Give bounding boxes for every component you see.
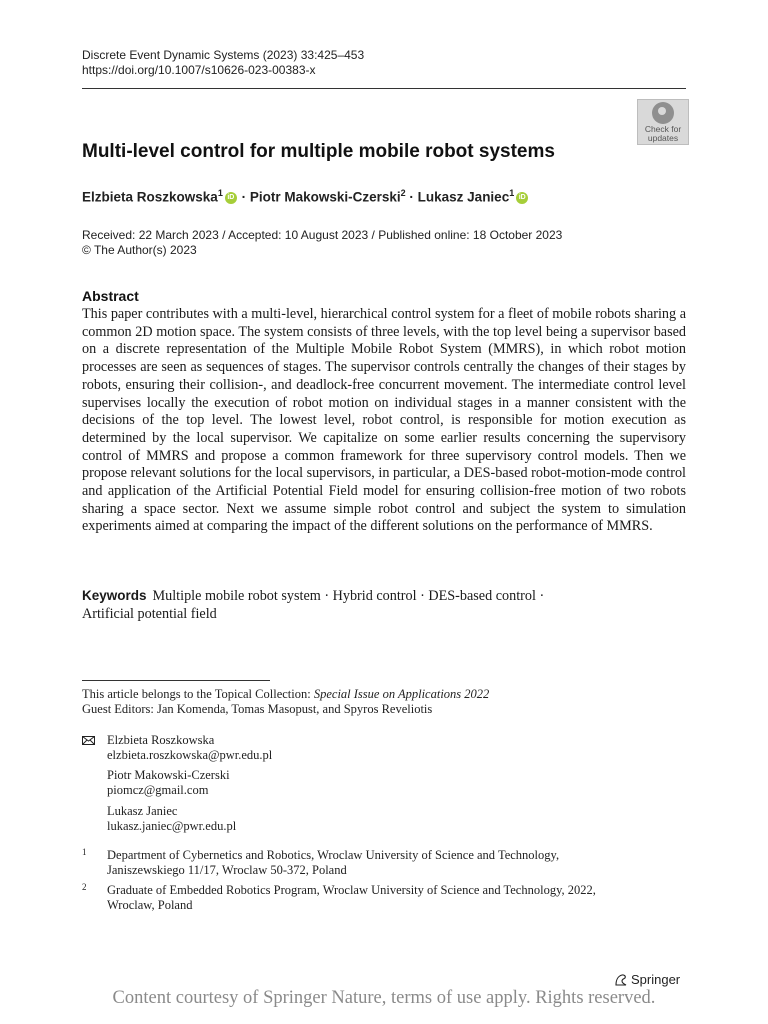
topical-collection-note: [82, 687, 489, 717]
corresponding-contacts: [82, 733, 682, 833]
footnote-divider: [82, 680, 270, 681]
keywords-line2: Artificial potential field: [82, 606, 217, 622]
guest-editors: Guest Editors: Jan Komenda, Tomas Masopust, and Spyros Reveliotis: [82, 702, 433, 716]
affiliation-1: [82, 848, 682, 880]
affiliation-number: 2: [82, 882, 87, 892]
orcid-icon[interactable]: iD: [516, 192, 528, 204]
received-accepted-published: Received: 22 March 2023 / Accepted: 10 August 2023 / Published online: 18 October 2023: [82, 228, 563, 242]
check-updates-icon: [652, 102, 674, 124]
affiliation-line1: Graduate of Embedded Robotics Program, Wroclaw University of Science and Technology, 2022,: [107, 883, 596, 897]
topical-prefix: This article belongs to the Topical Collection:: [82, 687, 314, 701]
author-affiliation-mark: 1: [509, 188, 515, 198]
contact-name: Lukasz Janiec: [107, 804, 178, 818]
contact-email[interactable]: elzbieta.roszkowska@pwr.edu.pl: [107, 748, 273, 762]
topical-collection-name: Special Issue on Applications 2022: [313, 687, 490, 701]
orcid-icon[interactable]: iD: [225, 192, 237, 204]
journal-citation: Discrete Event Dynamic Systems (2023) 33:425–453: [82, 48, 365, 62]
copyright-line: © The Author(s) 2023: [82, 243, 197, 257]
contact-name: Piotr Makowski-Czerski: [107, 768, 230, 782]
doi-link[interactable]: https://doi.org/10.1007/s10626-023-00383-x: [82, 63, 316, 77]
contact-entry: [107, 733, 272, 763]
publisher-name: Springer: [631, 972, 681, 987]
contact-entry: [107, 768, 230, 798]
keywords: [82, 587, 686, 623]
envelope-icon: [82, 736, 95, 745]
courtesy-notice: Content courtesy of Springer Nature, terms of use apply. Rights reserved.: [112, 988, 656, 1008]
check-updates-line1: Check for: [644, 124, 682, 134]
author-name: Lukasz Janiec: [417, 189, 510, 205]
author-name: Piotr Makowski-Czerski: [249, 189, 401, 205]
author-affiliation-mark: 1: [217, 188, 223, 198]
affiliation-2: [82, 883, 682, 915]
check-updates-line2: updates: [647, 133, 679, 143]
affiliation-line1: Department of Cybernetics and Robotics, Wroclaw University of Science and Technology,: [107, 848, 560, 862]
springer-horse-icon: [614, 973, 628, 987]
header-divider: [82, 88, 686, 89]
affiliation-line2: Janiszewskiego 11/17, Wroclaw 50-372, Poland: [107, 863, 347, 877]
contact-email[interactable]: lukasz.janiec@pwr.edu.pl: [107, 819, 237, 833]
abstract-body: This paper contributes with a multi-level, hierarchical control system for a fleet of mobile robots sharing a common 2D motion space. The system consists of three levels, with the top level being a supervisor based on a discrete representation of the Multiple Mobile Robot System (MMRS), in which robot motion processes are seen as sequences of stages. The supervisor controls centrally the changes of their stages by robots, ensuring their collision-, and deadlock-free concurrent movement. The intermediate control level supervises locally the execution of robot motion on individual stages in a manner consistent with the decisions of the top level. The lowest level, robot control, is responsible for motion execution as determined by the local supervisor. We capitalize on some earlier results concerning the supervisory control of MMRS and propose a common framework for three supervisory control models. Then we propose relevant solutions for the local supervisors, in particular, a DES-based robot-motion-mode control and application of the Artificial Potential Field model for ensuring collision-free motion of two robots sharing a space sector. Next we assume simple robot control and subject the system to simulation experiments aimed at comparing the impact of the different solutions on the performance of MMRS.: [82, 306, 686, 535]
keywords-heading: Keywords: [82, 588, 147, 603]
abstract-heading: Abstract: [82, 288, 139, 304]
keywords-line1: Multiple mobile robot system · Hybrid control · DES-based control ·: [152, 588, 545, 604]
contact-name: Elzbieta Roszkowska: [107, 733, 215, 747]
check-for-updates-badge[interactable]: [637, 99, 689, 145]
author-name: Elzbieta Roszkowska: [82, 189, 218, 205]
publisher-logo: [614, 972, 680, 987]
author-list: [82, 188, 529, 205]
publication-dates: [82, 228, 562, 258]
paper-title: Multi-level control for multiple mobile robot systems: [82, 141, 555, 162]
affiliation-line2: Wroclaw, Poland: [107, 898, 193, 912]
affiliation-number: 1: [82, 847, 87, 857]
contact-email[interactable]: piomcz@gmail.com: [107, 783, 209, 797]
contact-entry: [107, 804, 236, 834]
author-separator: ·: [237, 189, 250, 205]
journal-header: [82, 48, 364, 78]
author-affiliation-mark: 2: [400, 188, 406, 198]
author-separator: ·: [405, 189, 418, 205]
